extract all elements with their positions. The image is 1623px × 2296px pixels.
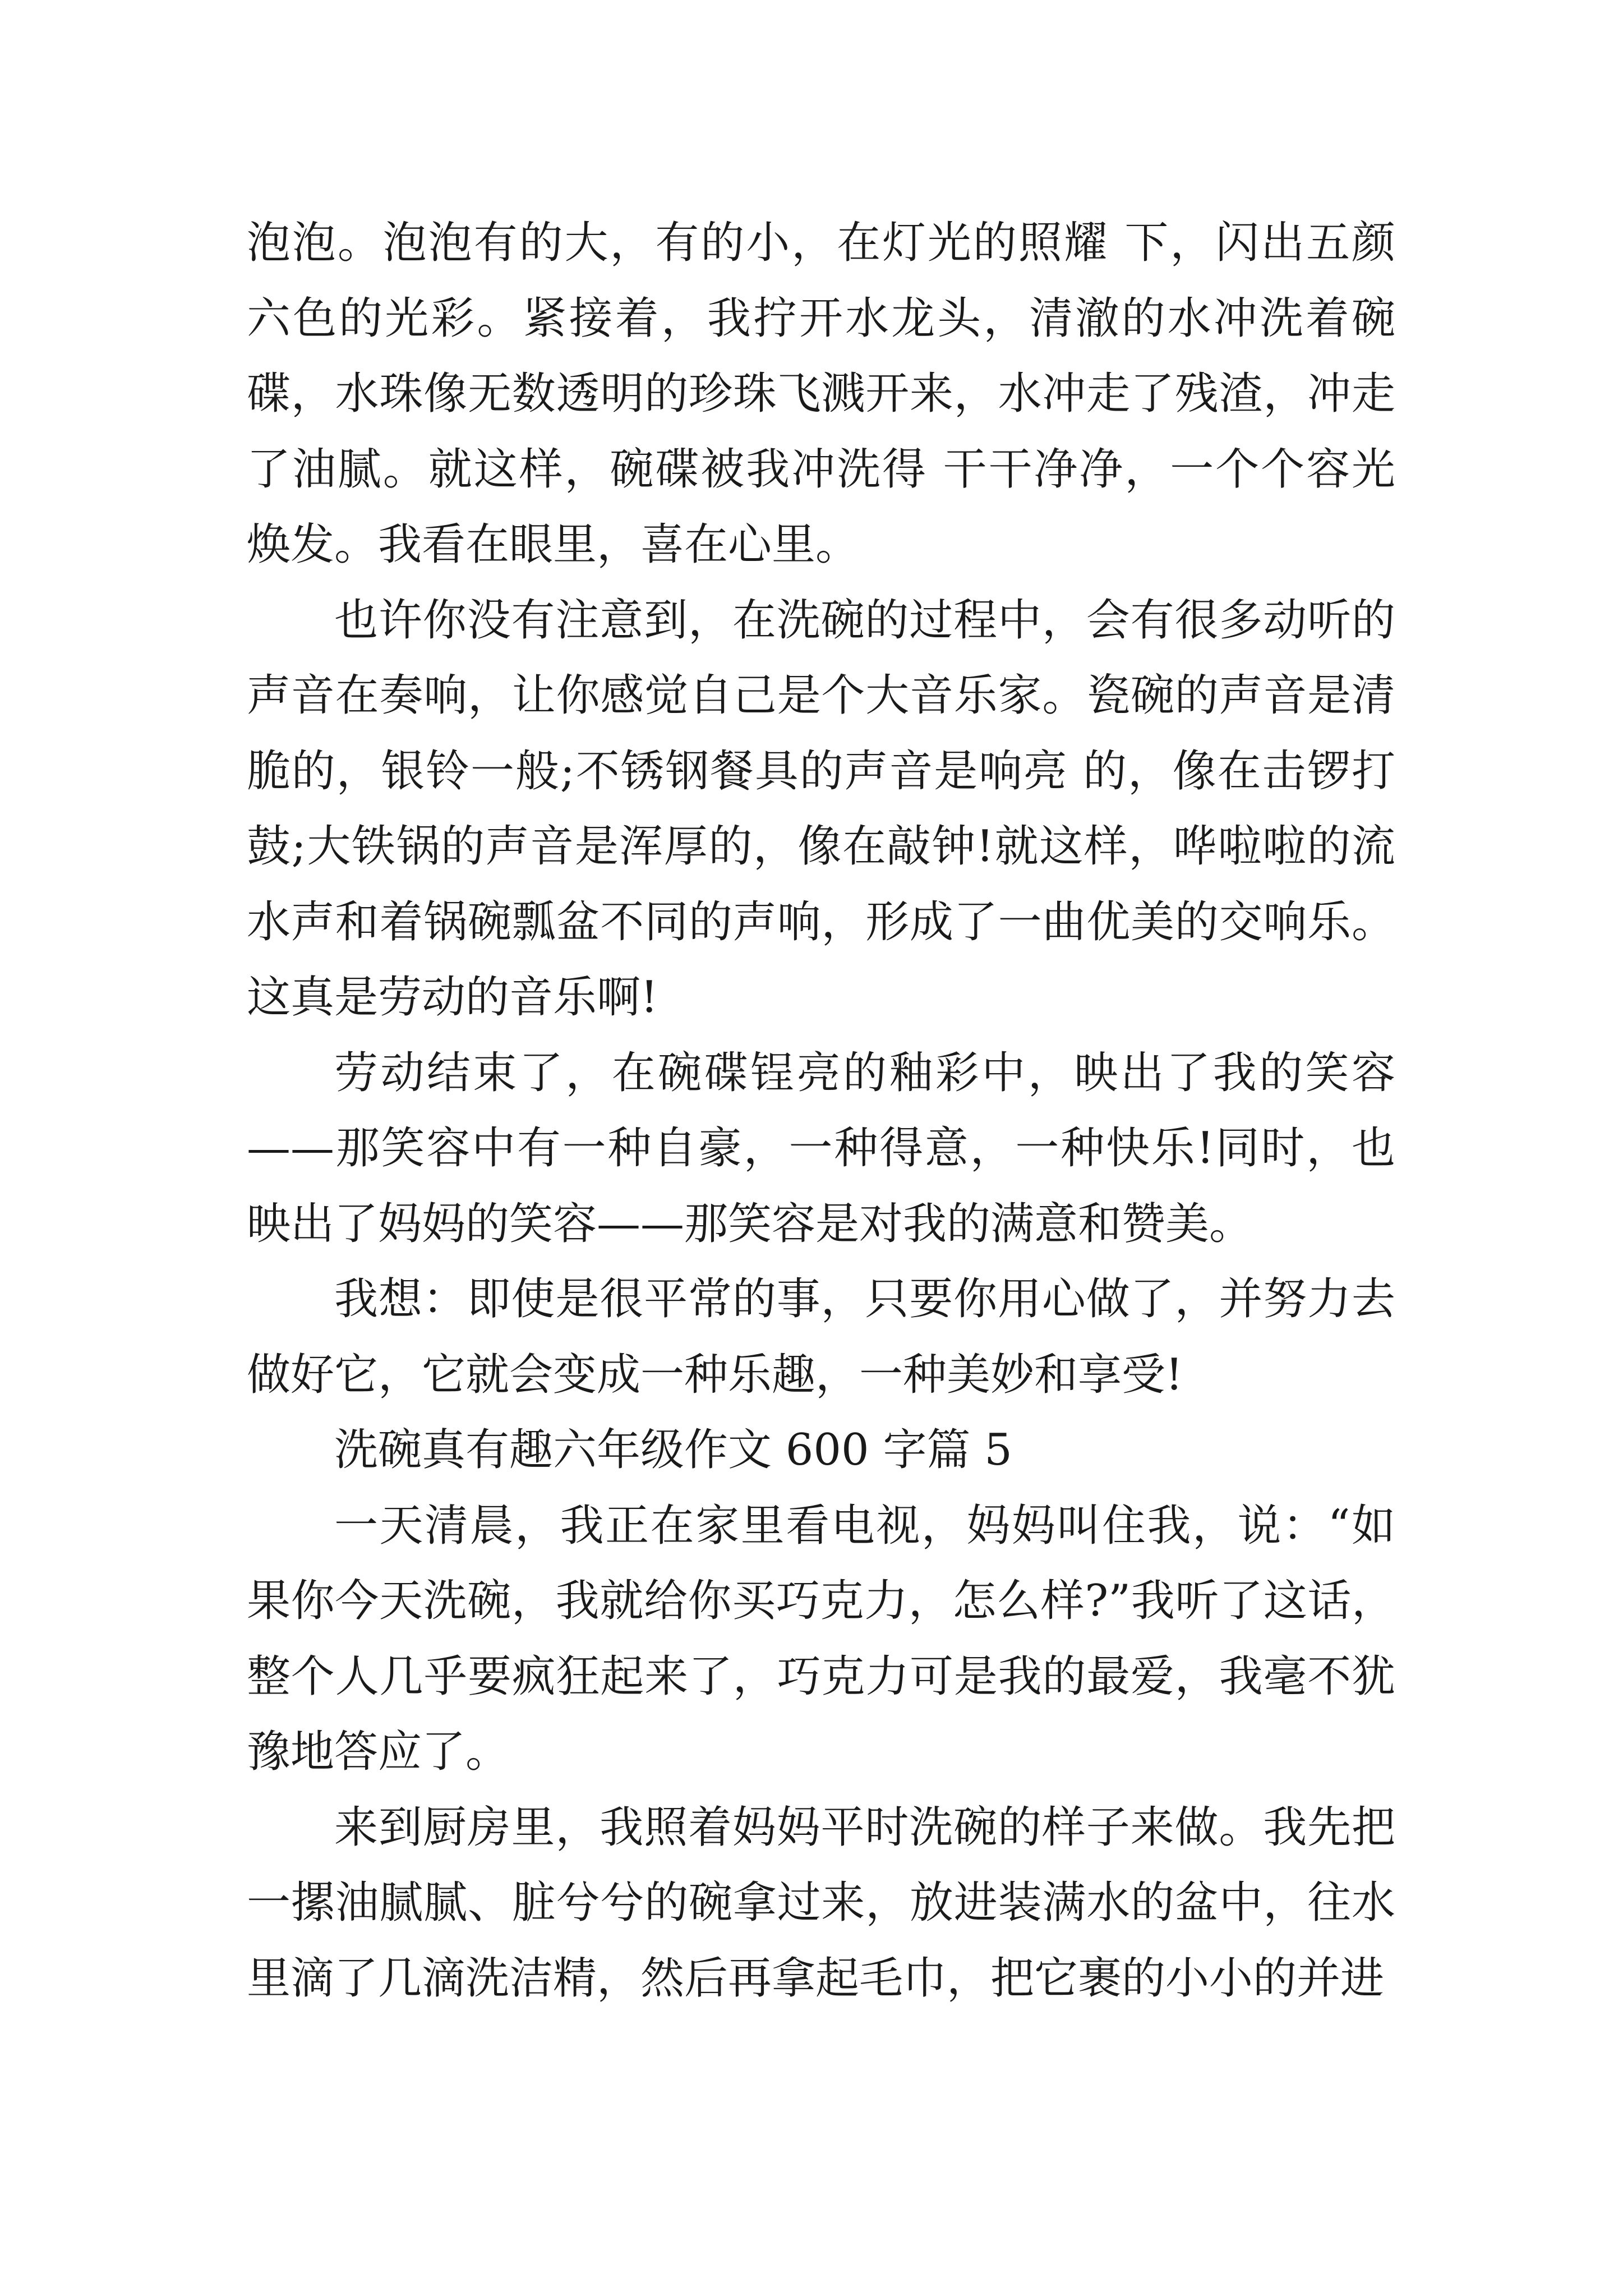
section-heading: 洗碗真有趣六年级作文 600 字篇 5 <box>334 1425 1012 1475</box>
paragraph-2: 也许你没有注意到，在洗碗的过程中，会有很多动听的声音在奏响，让你感觉自己是个大音乐家。瓷碗的声音是清脆的，银铃一般;不锈钢餐具的声音是响亮 的，像在击锣打鼓;大铁锅的声音是浑厚的，像在敲钟!就这样，哗啦啦的流水声和着锅碗瓢盆不同的声响，形成了一曲优美的交响乐。这真是劳动的音乐啊! <box>247 595 1395 1023</box>
paragraph-4: 我想：即使是很平常的事，只要你用心做了，并努力去做好它，它就会变成一种乐趣，一种美妙和享受! <box>247 1274 1395 1400</box>
paragraph-6: 来到厨房里，我照着妈妈平时洗碗的样子来做。我先把一摞油腻腻、脏兮兮的碗拿过来，放进装满水的盆中，往水里滴了几滴洗洁精，然后再拿起毛巾，把它裹的小小的并进 <box>247 1802 1395 2004</box>
paragraph-5: 一天清晨，我正在家里看电视，妈妈叫住我，说：“如果你今天洗碗，我就给你买巧克力，怎么样?”我听了这话，整个人几乎要疯狂起来了，巧克力可是我的最爱，我毫不犹豫地答应了。 <box>247 1500 1395 1777</box>
document-body <box>247 205 1395 2016</box>
paragraph-1: 泡泡。泡泡有的大，有的小，在灯光的照耀 下，闪出五颜六色的光彩。紧接着，我拧开水龙头，清澈的水冲洗着碗碟，水珠像无数透明的珍珠飞溅开来，水冲走了残渣，冲走了油腻。就这样，碗碟被我冲洗得 干干净净，一个个容光焕发。我看在眼里，喜在心里。 <box>247 218 1395 570</box>
paragraph-3: 劳动结束了，在碗碟锃亮的釉彩中，映出了我的笑容——那笑容中有一种自豪，一种得意，一种快乐!同时，也映出了妈妈的笑容——那笑容是对我的满意和赞美。 <box>247 1047 1395 1249</box>
